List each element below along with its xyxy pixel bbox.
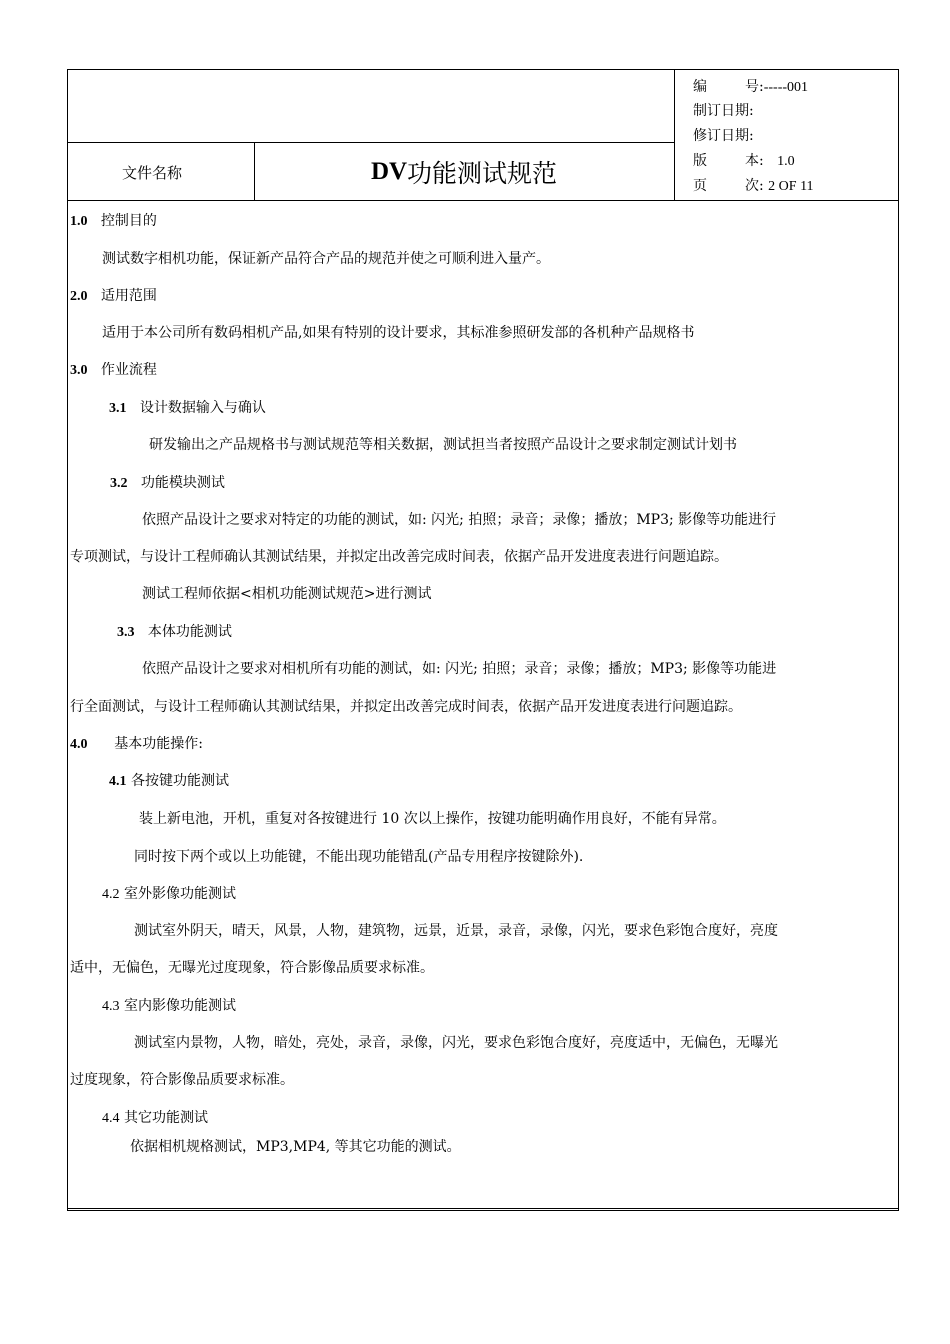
section-3-2-body-line-3: 测试工程师依据<相机功能测试规范>进行测试 bbox=[142, 586, 432, 602]
section-3-3-body-line-1: 依照产品设计之要求对相机所有功能的测试，如: 闪光; 拍照；录音；录像；播放；MP3; 影像等功能进 bbox=[142, 661, 777, 677]
section-4-1-body-line-1: 装上新电池，开机，重复对各按键进行 10 次以上操作，按键功能明确作用良好，不能有异常。 bbox=[139, 811, 726, 827]
frame-double-line bbox=[67, 1208, 899, 1209]
meta-created: 制订日期: bbox=[693, 103, 754, 119]
section-3-1-body: 研发输出之产品规格书与测试规范等相关数据，测试担当者按照产品设计之要求制定测试计划书 bbox=[149, 437, 737, 453]
page-title bbox=[254, 143, 674, 201]
section-3-3-body-line-2: 行全面测试，与设计工程师确认其测试结果，并拟定出改善完成时间表，依据产品开发进度表进行问题追踪。 bbox=[70, 699, 742, 715]
section-2-heading: 2.0 适用范围 bbox=[70, 288, 157, 304]
title-prefix: DV bbox=[370, 158, 408, 185]
section-3-2-body-line-1: 依照产品设计之要求对特定的功能的测试，如: 闪光; 拍照；录音；录像；播放；MP3; 影像等功能进行 bbox=[142, 512, 777, 528]
section-4-2-heading: 4.2 室外影像功能测试 bbox=[102, 886, 236, 902]
section-4-1-body-line-2: 同时按下两个或以上功能键，不能出现功能错乱(产品专用程序按键除外). bbox=[134, 849, 584, 865]
title-text: 功能测试规范 bbox=[407, 159, 558, 188]
section-4-3-body-line-2: 过度现象，符合影像品质要求标准。 bbox=[70, 1072, 294, 1088]
meta-number: 编 号:-----001 bbox=[693, 79, 809, 95]
section-4-heading: 4.0 基本功能操作: bbox=[70, 736, 203, 752]
section-4-4-heading: 4.4 其它功能测试 bbox=[102, 1110, 208, 1126]
section-3-1-heading: 3.1 设计数据输入与确认 bbox=[109, 400, 266, 416]
section-4-2-body-line-2: 适中，无偏色，无曝光过度现象，符合影像品质要求标准。 bbox=[70, 960, 434, 976]
section-4-1-heading: 4.1 各按键功能测试 bbox=[109, 773, 229, 789]
section-4-4-body: 依据相机规格测试，MP3,MP4, 等其它功能的测试。 bbox=[130, 1139, 461, 1155]
section-4-2-body-line-1: 测试室外阴天，晴天，风景，人物，建筑物，远景，近景，录音，录像，闪光，要求色彩饱合度好，亮度 bbox=[134, 923, 778, 939]
meta-column-divider bbox=[674, 69, 675, 200]
section-1-heading: 1.0 控制目的 bbox=[70, 213, 157, 229]
section-3-3-heading: 3.3 本体功能测试 bbox=[117, 624, 232, 640]
meta-page: 页 次: 2 OF 11 bbox=[693, 178, 814, 194]
section-3-2-body-line-2: 专项测试，与设计工程师确认其测试结果，并拟定出改善完成时间表，依据产品开发进度表进行问题追踪。 bbox=[70, 549, 728, 565]
meta-revised: 修订日期: bbox=[693, 128, 754, 144]
section-4-3-heading: 4.3 室内影像功能测试 bbox=[102, 998, 236, 1014]
section-4-3-body-line-1: 测试室内景物，人物，暗处，亮处，录音，录像，闪光，要求色彩饱合度好，亮度适中，无偏色，无曝光 bbox=[134, 1035, 778, 1051]
section-3-heading: 3.0 作业流程 bbox=[70, 362, 157, 378]
meta-version: 版 本: 1.0 bbox=[693, 153, 795, 169]
section-3-2-heading: 3.2 功能模块测试 bbox=[110, 475, 225, 491]
doc-name-label: 文件名称 bbox=[122, 164, 183, 182]
section-1-body: 测试数字相机功能，保证新产品符合产品的规范并使之可顺利进入量产。 bbox=[102, 251, 550, 267]
section-2-body: 适用于本公司所有数码相机产品,如果有特别的设计要求，其标准参照研发部的各机种产品规格书 bbox=[102, 325, 695, 341]
